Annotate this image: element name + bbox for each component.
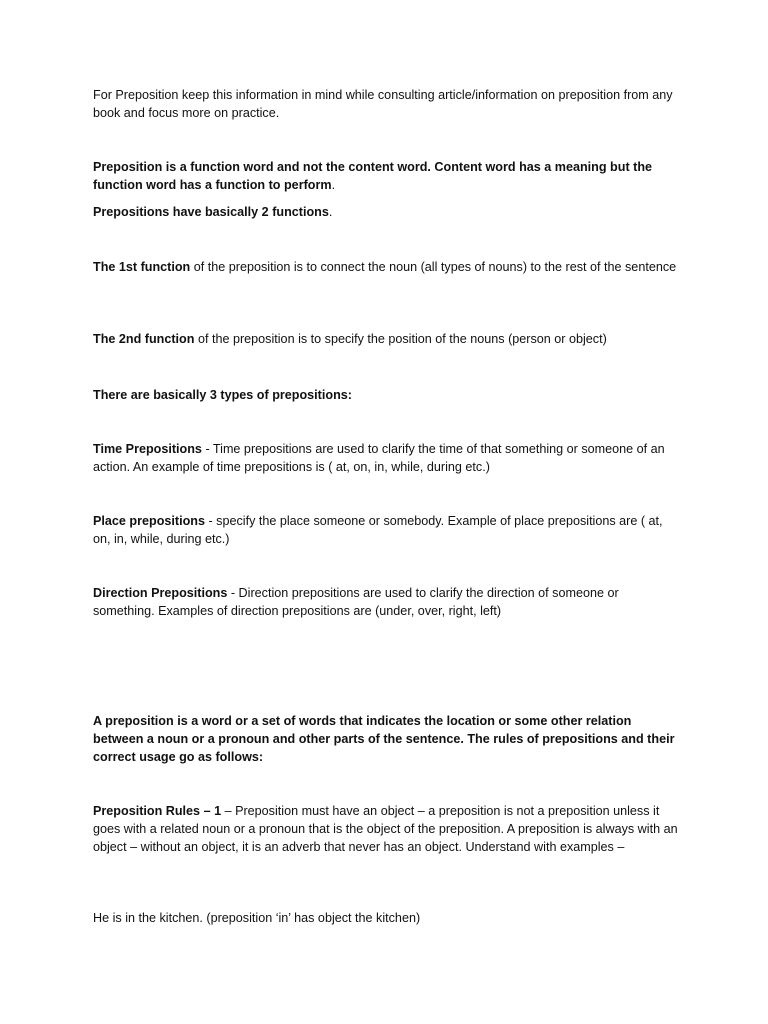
time-prepositions-text: - Time prepositions are used to clarify the time of that something or someone of an action. An example of time prepositions is ( at, on, in, while, during etc.) xyxy=(93,442,665,474)
functions-paragraph xyxy=(93,203,678,221)
place-prepositions-label: Place prepositions xyxy=(93,514,205,528)
definition-paragraph xyxy=(93,158,678,194)
functions-bold-text: Prepositions have basically 2 functions xyxy=(93,205,329,219)
functions-end-text: . xyxy=(328,205,333,219)
place-prepositions-text: - specify the place someone or somebody. Example of place prepositions are ( at, on, in, while, during etc.) xyxy=(93,514,663,546)
second-function-label: The 2nd function xyxy=(93,332,195,346)
first-function-text: of the preposition is to connect the noun (all types of nouns) to the rest of the sentence xyxy=(190,260,677,274)
direction-prepositions-label: Direction Prepositions xyxy=(93,586,228,600)
types-heading xyxy=(93,386,678,404)
intro-text: For Preposition keep this information in mind while consulting article/information on preposition from any book and focus more on practice. xyxy=(93,88,673,120)
first-function-paragraph xyxy=(93,258,678,276)
rule-1-text: – Preposition must have an object – a preposition is not a preposition unless it goes with a related noun or a pronoun that is the object of the preposition. A preposition is always with an object – without an object, it is an adverb that never has an object. Understand with examples – xyxy=(93,804,678,854)
example-text: He is in the kitchen. (preposition ‘in’ has object the kitchen) xyxy=(93,911,421,925)
second-function-paragraph xyxy=(93,330,678,348)
time-prepositions-label: Time Prepositions xyxy=(93,442,202,456)
definition-bold-text: Preposition is a function word and not the content word. Content word has a meaning but the function word has a function to perform xyxy=(93,160,653,192)
rule-1-label: Preposition Rules – 1 xyxy=(93,804,222,818)
definition-end-text: . xyxy=(331,178,336,192)
place-prepositions-paragraph xyxy=(93,512,678,548)
rules-intro-paragraph xyxy=(93,712,678,766)
direction-prepositions-paragraph xyxy=(93,584,678,620)
example-paragraph xyxy=(93,909,678,927)
second-function-text: of the preposition is to specify the position of the nouns (person or object) xyxy=(194,332,607,346)
first-function-label: The 1st function xyxy=(93,260,191,274)
time-prepositions-paragraph xyxy=(93,440,678,476)
intro-paragraph xyxy=(93,86,678,122)
rules-intro-text: A preposition is a word or a set of words that indicates the location or some other relation between a noun or a pronoun and other parts of the sentence. The rules of prepositions and their correct usage go as follows: xyxy=(93,714,675,764)
rule-1-paragraph xyxy=(93,802,678,856)
direction-prepositions-text: - Direction prepositions are used to clarify the direction of someone or something. Examples of direction prepositions are (under, over, right, left) xyxy=(93,586,619,618)
types-heading-text: There are basically 3 types of prepositions: xyxy=(93,388,352,402)
